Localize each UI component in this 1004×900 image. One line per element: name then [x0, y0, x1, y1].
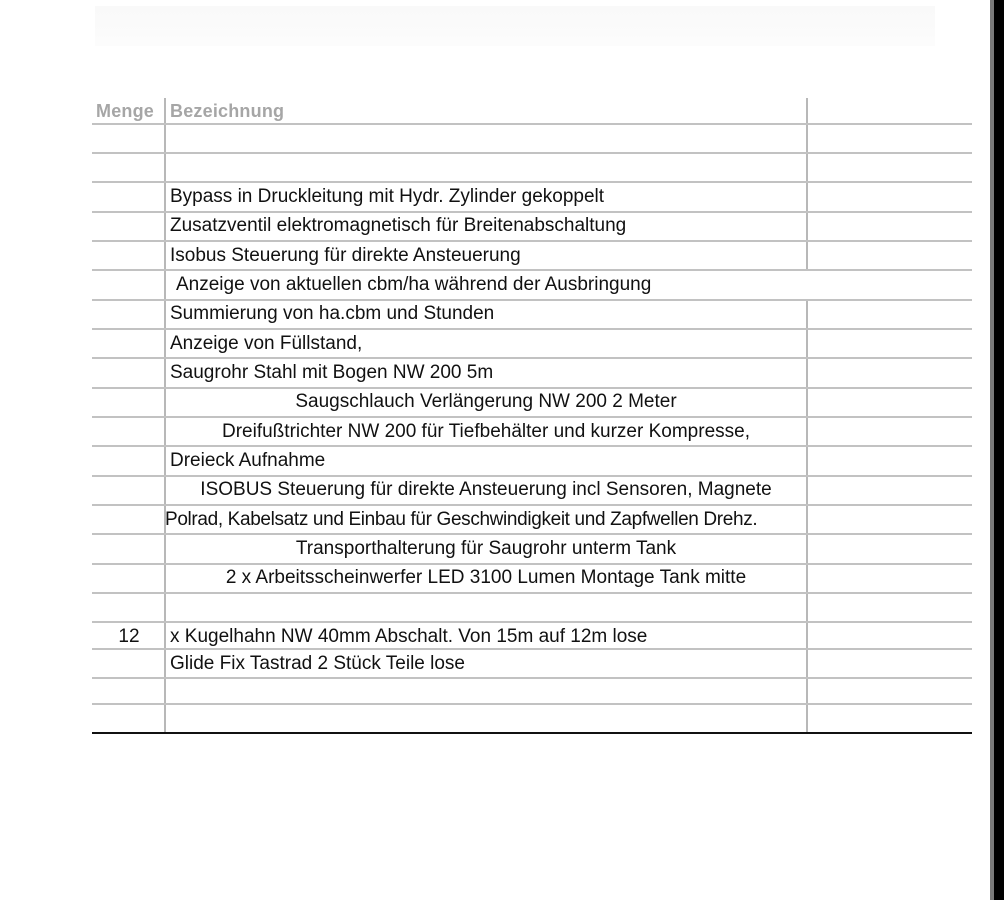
- table-row-text: Isobus Steuerung für direkte Ansteuerung: [170, 245, 521, 266]
- header-bezeichnung: Bezeichnung: [170, 101, 285, 121]
- table-row-text: Saugrohr Stahl mit Bogen NW 200 5m: [170, 362, 494, 383]
- row-line: [92, 123, 972, 125]
- column-divider-right-lower: [806, 300, 808, 734]
- table-row-text: Zusatzventil elektromagnetisch für Breitenabschaltung: [170, 215, 627, 236]
- row-line: [92, 416, 972, 418]
- row-line: [92, 387, 972, 389]
- row-line: [92, 475, 972, 477]
- row-line: [92, 269, 972, 271]
- table-row-text: Dreieck Aufnahme: [170, 450, 326, 471]
- row-line: [92, 240, 972, 242]
- row-line: [92, 445, 972, 447]
- table-row-text: Bypass in Druckleitung mit Hydr. Zylinder gekoppelt: [170, 186, 605, 207]
- table-bottom-rule: [92, 732, 972, 734]
- row-line: [92, 299, 972, 301]
- row-line: [92, 533, 972, 535]
- row-line: [92, 152, 972, 154]
- row-line: [92, 677, 972, 679]
- table-row-qty: 12: [118, 626, 140, 647]
- table-row-text: x Kugelhahn NW 40mm Abschalt. Von 15m auf 12m lose: [170, 626, 648, 647]
- table-row-text: Anzeige von aktuellen cbm/ha während der Ausbringung: [176, 274, 652, 295]
- table-row-text: Transporthalterung für Saugrohr unterm Tank: [295, 538, 677, 559]
- row-line: [92, 328, 972, 330]
- item-table: [92, 0, 972, 740]
- row-line: [92, 181, 972, 183]
- table-row-text: Polrad, Kabelsatz und Einbau für Geschwindigkeit und Zapfwellen Drehz.: [165, 509, 758, 530]
- row-line: [92, 357, 972, 359]
- table-row-text: Glide Fix Tastrad 2 Stück Teile lose: [170, 653, 465, 674]
- row-line: [92, 211, 972, 213]
- row-line: [92, 504, 972, 506]
- table-row-text: 2 x Arbeitsscheinwerfer LED 3100 Lumen Montage Tank mitte: [225, 567, 747, 588]
- row-line: [92, 592, 972, 594]
- right-border-shadow: [990, 0, 994, 900]
- row-line: [92, 703, 972, 705]
- row-line: [92, 563, 972, 565]
- table-row-text: Anzeige von Füllstand,: [170, 333, 363, 354]
- table-row-text: ISOBUS Steuerung für direkte Ansteuerung incl Sensoren, Magnete: [200, 479, 772, 500]
- table-row-text: Dreifußtrichter NW 200 für Tiefbehälter und kurzer Kompresse,: [222, 421, 750, 442]
- table-row-text: Saugschlauch Verlängerung NW 200 2 Meter: [295, 391, 677, 412]
- table-row-text: Summierung von ha.cbm und Stunden: [170, 303, 495, 324]
- header-menge: Menge: [96, 101, 155, 121]
- row-line: [92, 648, 972, 650]
- row-line: [92, 621, 972, 623]
